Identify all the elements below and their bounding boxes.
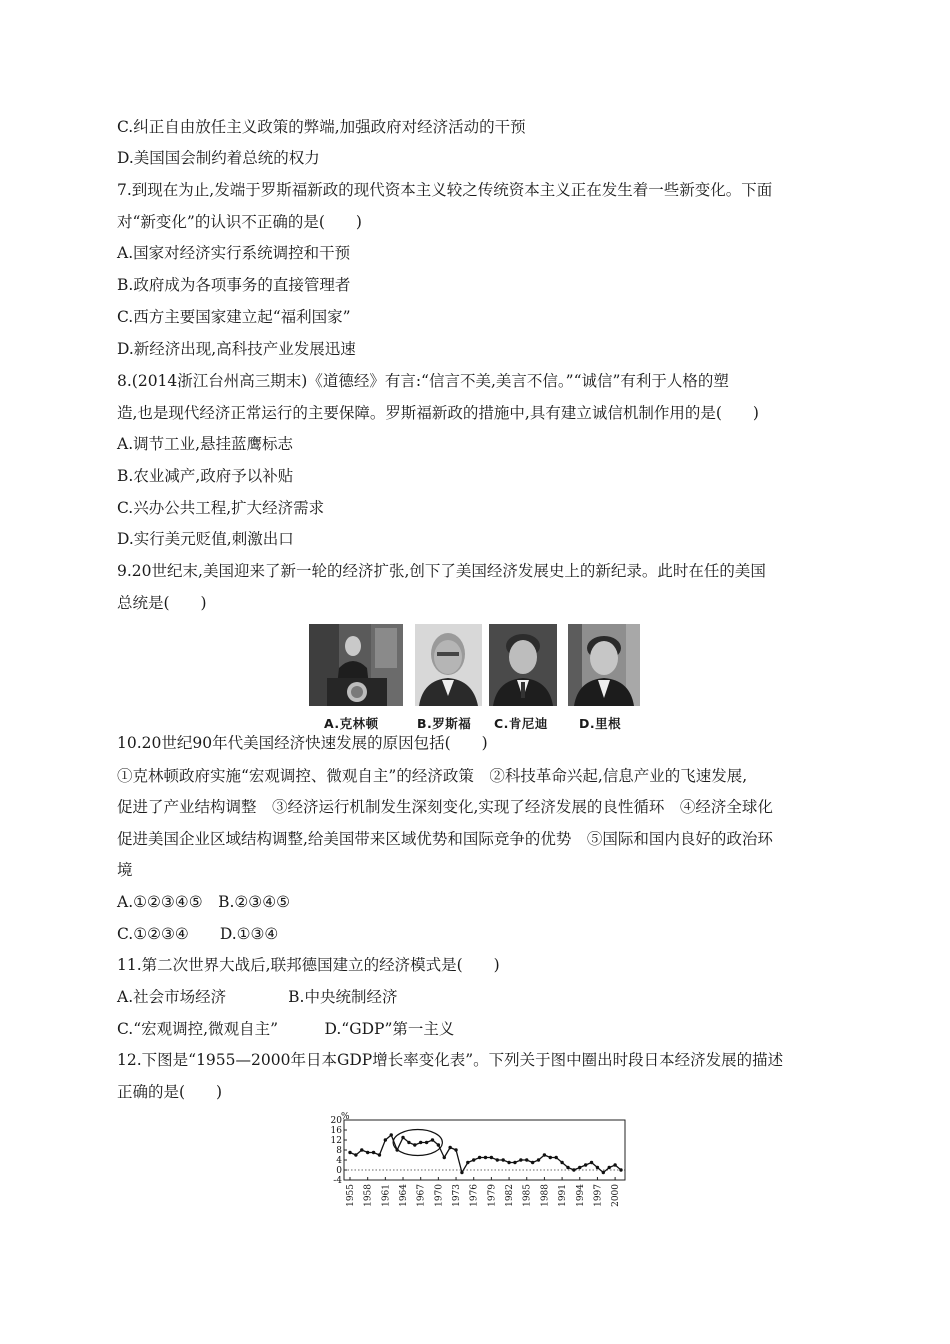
data-point <box>360 1148 363 1151</box>
text-line: 正确的是( ) <box>117 1083 223 1101</box>
x-tick-label: 1958 <box>363 1184 374 1207</box>
option-d: D.实行美元贬值,刺激出口 <box>117 530 294 548</box>
data-point <box>613 1163 616 1166</box>
option-ab: A.社会市场经济 B.中央统制经济 <box>117 988 398 1006</box>
data-point <box>478 1156 481 1159</box>
x-tick-label: 1970 <box>434 1184 445 1207</box>
photo-b-portrait <box>415 624 482 706</box>
caption-d: D.里根 <box>579 716 622 731</box>
data-point <box>378 1153 381 1156</box>
data-point <box>425 1141 428 1144</box>
option-cd: C.①②③④ D.①③④ <box>117 925 279 943</box>
x-tick-label: 2000 <box>611 1184 622 1207</box>
data-point <box>519 1158 522 1161</box>
y-tick-label: 12 <box>330 1136 342 1146</box>
data-point <box>531 1161 534 1164</box>
option-b: B.农业减产,政府予以补贴 <box>117 467 294 485</box>
question-11-stem: 11.第二次世界大战后,联邦德国建立的经济模式是( ) <box>117 956 500 974</box>
data-point <box>460 1171 463 1174</box>
option-a: A.调节工业,悬挂蓝鹰标志 <box>117 435 294 453</box>
data-point <box>390 1133 393 1136</box>
data-point <box>401 1136 404 1139</box>
data-point <box>443 1156 446 1159</box>
data-point <box>413 1143 416 1146</box>
option-a: A.国家对经济实行系统调控和干预 <box>117 244 351 262</box>
question-8-stem: 8.(2014浙江台州高三期末)《道德经》有言:“信言不美,美言不信。”“诚信”有利于人格的塑 <box>117 372 729 390</box>
y-tick-label: 0 <box>336 1166 342 1176</box>
data-point <box>537 1158 540 1161</box>
caption-a: A.克林顿 <box>324 716 379 731</box>
data-point <box>437 1143 440 1146</box>
option-d: D.新经济出现,高科技产业发展迅速 <box>117 340 356 358</box>
x-tick-label: 1979 <box>487 1184 498 1207</box>
question-9-stem: 9.20世纪末,美国迎来了新一轮的经济扩张,创下了美国经济发展史上的新纪录。此时在任的美国 <box>117 562 766 580</box>
data-point <box>525 1158 528 1161</box>
data-point <box>549 1156 552 1159</box>
text-line: 境 <box>117 861 133 879</box>
x-tick-label: 1967 <box>416 1184 427 1207</box>
option-ab: A.①②③④⑤ B.②③④⑤ <box>117 893 290 911</box>
text-line: 促进了产业结构调整 ③经济运行机制发生深刻变化,实现了经济发展的良性循环 ④经济全球化 <box>117 798 773 816</box>
data-point <box>366 1151 369 1154</box>
data-point <box>543 1153 546 1156</box>
x-tick-label: 1997 <box>593 1184 604 1207</box>
option-cd: C.“宏观调控,微观自主” D.“GDP”第一主义 <box>117 1020 455 1038</box>
text-line: 总统是( ) <box>117 594 207 612</box>
data-point <box>596 1166 599 1169</box>
x-tick-label: 1994 <box>575 1184 586 1207</box>
text-line: D.美国国会制约着总统的权力 <box>117 149 320 167</box>
data-point <box>554 1156 557 1159</box>
x-tick-label: 1964 <box>399 1184 410 1207</box>
question-10-stem: 10.20世纪90年代美国经济快速发展的原因包括( ) <box>117 734 488 752</box>
y-tick-label: 20 <box>330 1116 342 1126</box>
data-point <box>572 1168 575 1171</box>
data-point <box>501 1158 504 1161</box>
y-tick-label: 4 <box>336 1156 342 1166</box>
text-line: ①克林顿政府实施“宏观调控、微观自主”的经济政策 ②科技革命兴起,信息产业的飞速发展, <box>117 767 748 785</box>
data-point <box>466 1161 469 1164</box>
data-point <box>602 1171 605 1174</box>
y-tick-label: 16 <box>330 1126 342 1136</box>
plot-frame <box>344 1120 625 1180</box>
x-tick-label: 1991 <box>558 1184 569 1207</box>
x-tick-label: 1985 <box>522 1184 533 1207</box>
photo-d-portrait <box>568 624 640 706</box>
data-point <box>490 1156 493 1159</box>
data-point <box>560 1161 563 1164</box>
data-point <box>578 1166 581 1169</box>
data-point <box>584 1163 587 1166</box>
data-point <box>566 1166 569 1169</box>
data-point <box>496 1158 499 1161</box>
data-point <box>419 1141 422 1144</box>
data-point <box>431 1138 434 1141</box>
caption-c: C.肯尼迪 <box>494 716 548 731</box>
text-line: 促进美国企业区域结构调整,给美国带来区域优势和国际竞争的优势 ⑤国际和国内良好的政治环 <box>117 830 773 848</box>
x-tick-label: 1961 <box>381 1184 392 1207</box>
data-point <box>608 1166 611 1169</box>
data-point <box>590 1161 593 1164</box>
option-c: C.西方主要国家建立起“福利国家” <box>117 308 351 326</box>
data-point <box>484 1156 487 1159</box>
data-point <box>354 1153 357 1156</box>
data-point <box>454 1148 457 1151</box>
option-b: B.政府成为各项事务的直接管理者 <box>117 276 351 294</box>
y-tick-label: 8 <box>336 1146 342 1156</box>
data-point <box>507 1161 510 1164</box>
question-7-stem: 7.到现在为止,发端于罗斯福新政的现代资本主义较之传统资本主义正在发生着一些新变化。下面 <box>117 181 773 199</box>
y-axis-unit: % <box>341 1112 350 1122</box>
data-point <box>619 1168 622 1171</box>
president-photos <box>309 624 641 734</box>
data-point <box>348 1151 351 1154</box>
x-tick-label: 1973 <box>452 1184 463 1207</box>
text-line: C.纠正自由放任主义政策的弊端,加强政府对经济活动的干预 <box>117 118 526 136</box>
x-tick-label: 1955 <box>346 1184 356 1207</box>
gdp-growth-chart <box>330 1110 630 1220</box>
y-tick-label: -4 <box>333 1176 342 1186</box>
data-point <box>407 1141 410 1144</box>
x-tick-label: 1982 <box>505 1184 516 1207</box>
photo-c-portrait <box>489 624 557 706</box>
data-point <box>372 1151 375 1154</box>
caption-b: B.罗斯福 <box>417 716 472 731</box>
data-point <box>472 1158 475 1161</box>
text-line: 造,也是现代经济正常运行的主要保障。罗斯福新政的措施中,具有建立诚信机制作用的是( ) <box>117 404 759 422</box>
photo-a-podium <box>309 624 403 706</box>
data-point <box>384 1138 387 1141</box>
text-line: 对“新变化”的认识不正确的是( ) <box>117 213 362 231</box>
data-point <box>513 1161 516 1164</box>
option-c: C.兴办公共工程,扩大经济需求 <box>117 499 325 517</box>
question-12-stem: 12.下图是“1955—2000年日本GDP增长率变化表”。下列关于图中圈出时段日本经济发展的描述 <box>117 1051 784 1069</box>
x-tick-label: 1976 <box>469 1184 480 1207</box>
x-tick-label: 1988 <box>540 1184 551 1207</box>
data-point <box>448 1146 451 1149</box>
